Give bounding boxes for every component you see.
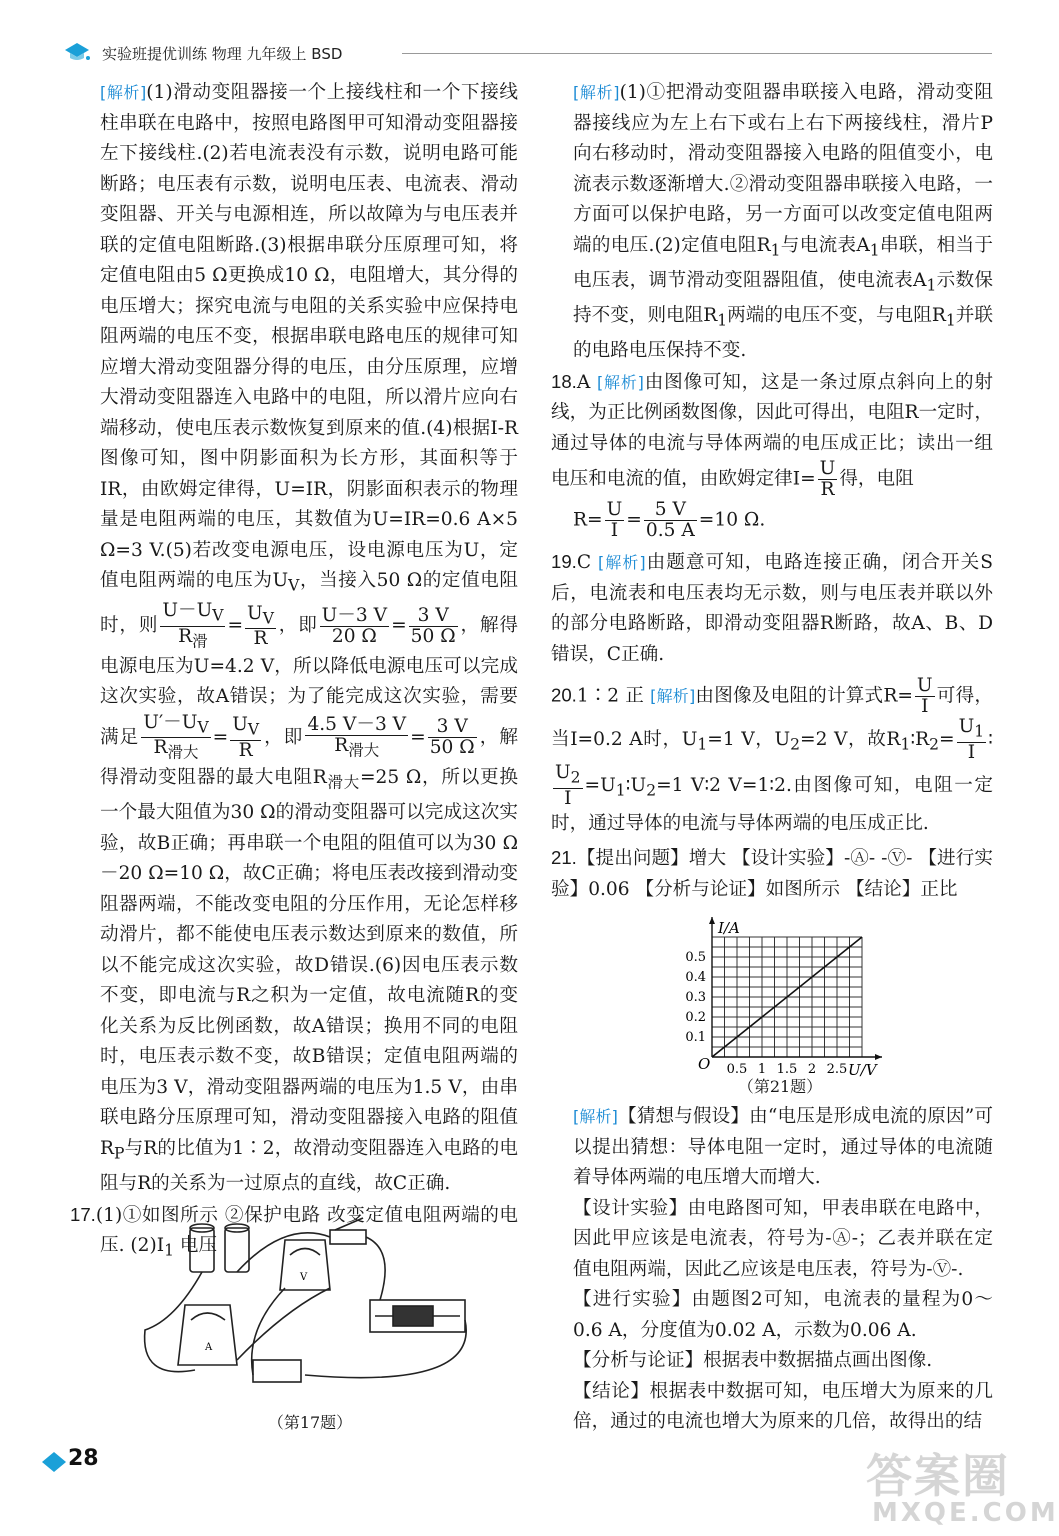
fraction: $\frac{U_V}{R}$	[247, 602, 274, 650]
book-title: 实验班提优训练 物理 九年级上 BSD	[102, 45, 343, 63]
fraction: $\frac{U}{R}$	[819, 458, 836, 501]
figure-21-caption: （第21题）	[737, 1077, 823, 1096]
q18-formula: R= $\frac{U}{I}$ = $\frac{5 V}{0.5 A}$ =10 Ω.	[573, 499, 766, 542]
fraction: $\frac{U_2}{I}$	[555, 761, 581, 809]
y-tick-label: 0.1	[685, 1030, 706, 1045]
explanation-tag: [解析]	[573, 83, 620, 102]
voltmeter-symbol: -Ⓥ-	[926, 1258, 958, 1280]
q21-exp-design: 【设计实验】由电路图可知，甲表串联在电路中，因此甲应该是电流表，符号为-Ⓐ-；乙表并联在定值电阻两端，因此乙应该是电压表，符号为-Ⓥ-.	[573, 1197, 993, 1280]
book-logo-icon	[62, 40, 92, 62]
q21-exp-hypothesis: [解析]【猜想与假设】由“电压是形成电流的原因”可以提出猜想：导体电阻一定时，通过导体的电流随着导体两端的电压增大而增大.	[573, 1106, 993, 1188]
y-tick-label: 0.4	[685, 970, 706, 985]
page-badge-icon	[40, 1448, 70, 1478]
q21-answer: 21.【提出问题】增大 【设计实验】-Ⓐ- -Ⓥ- 【进行实验】0.06 【分析与论证】如图所示 【结论】正比	[551, 847, 993, 900]
x-tick-label: 1.5	[776, 1062, 798, 1077]
page-header	[62, 40, 1002, 66]
question-number: 17.	[70, 1203, 96, 1225]
x-tick-label: 1	[757, 1062, 767, 1077]
y-tick-label: 0.3	[685, 990, 706, 1005]
y-axis-label: I/A	[718, 919, 740, 937]
x-axis-label: U/V	[848, 1061, 877, 1079]
explanation-tag: [解析]	[100, 83, 147, 102]
fraction: $\frac{4.5 V-3 V}{R_{滑大}}$	[307, 714, 407, 760]
y-tick-label: 0.2	[685, 1010, 706, 1025]
question-number: 21.	[551, 847, 577, 869]
y-tick-label: 0.5	[685, 950, 706, 965]
q19-answer: 19.C [解析]由题意可知，电路连接正确，闭合开关S后，电流表和电压表均无示数，则与电压表并联以外的部分电路断路，即滑动变阻器R断路，故A、B、D错误，C正确.	[551, 551, 993, 665]
fraction: $\frac{U_1}{I}$	[958, 716, 985, 763]
q16-explanation: [解析](1)滑动变阻器接一个上接线柱和一个下接线柱串联在电路中，按照电路图甲可知滑动变阻器接左下接线柱.(2)若电流表没有示数，说明电路可能断路；电压表有示数，说明电压表、电流表、滑动变阻器、开关与电源相连，所以故障为与电压表并联的定值电阻断路.(3)根据串联分压原理可知，将定值电阻由5 Ω更换成10 Ω，电阻增大，其分得的电压增大；探究电流与电阻的关系实验中应保持电阻两端的电压不变，根据串联电路电压的规律可知应增大滑动变阻器分得的电压，由分压原理，应增大滑动变阻器连入电路中的电阻，所以滑片应向右端移动，使电压表示数恢复到原来的值.(4)根据I-R图像可知，图中阴影面积为长方形，其面积等于IR，由欧姆定律得，U=IR，阴影面积表示的物理量是电阻两端的电压，其数值为U=IR=0.6 A×5 Ω=3 V.(5)若改变电源电压，设电源电压为U，定值电阻两端的电压为$U_V$，当接入50 Ω的定值电阻时，则 $\frac{U-U_V}{R_滑}$ = $\frac{U_V}{R}$ ，即 $\frac{U-3 V}{20 \Omega}$ = $\frac{3 V}{50 \Omega}$ ，解得电源电压为U=4.2 V，所以降低电源电压可以完成这次实验，故A错误；为了能完成这次实验，需要满足 $\frac{U'-U_V}{R_{滑大}}$ = $\frac{U_V}{R}$ ，即 $\frac{4.5 V-3 V}{R_{滑大}}$ = $\frac{3 V}{50 \Omega}$ ，解得滑动变阻器的最大电阻$R_{滑大}=25$ Ω，所以更换一个最大阻值为30 Ω的滑动变阻器可以完成这次实验，故B正确；再串联一个电阻的阻值可以为30 Ω－20 Ω=10 Ω，故C正确；将电压表改接到滑动变阻器两端，不能改变电阻的分压作用，无论怎样移动滑片，都不能使电压表示数达到原来的数值，所以不能完成这次实验，故D错误.(6)因电压表示数不变，即电流与R之积为一定值，故电流随R的变化关系为反比例函数，故A错误；换用不同的电阻时，电压表示数不变，故B错误；定值电阻两端的电压为3 V，滑动变阻器两端的电压为1.5 V，由串联电路分压原理可知，滑动变阻器接入电路的阻值$R_P$与R的比值为1∶2，故滑动变阻器连入电路的电阻与R的关系为一过原点的直线，故C正确.	[100, 82, 518, 1195]
x-tick-label: 2.5	[826, 1062, 848, 1077]
voltmeter-symbol: -Ⓥ-	[881, 848, 913, 870]
fraction: $\frac{U}{I}$	[916, 675, 933, 718]
q18-answer: 18.A [解析]由图像可知，这是一条过原点斜向上的射线，为正比例函数图像，因此可得出，电阻R一定时，通过导体的电流与导体两端的电压成正比；读出一组电压和电流的值，由欧姆定律I= $\frac{U}{R}$ 得，电阻	[551, 370, 993, 501]
circuit-figure-17	[135, 1210, 495, 1415]
voltmeter-label: V	[300, 1272, 308, 1283]
fraction: $\frac{U}{I}$	[606, 499, 623, 542]
explanation-tag: [解析]	[650, 686, 696, 706]
explanation-tag: [解析]	[597, 372, 644, 392]
question-number: 19.	[551, 551, 577, 573]
ammeter-icon	[178, 1305, 237, 1365]
x-tick-label: 2	[807, 1062, 817, 1077]
header-rule	[402, 53, 992, 54]
fraction: $\frac{3 V}{50 \Omega}$	[429, 716, 475, 759]
resistor-icon	[253, 1360, 301, 1382]
fraction: $\frac{U'-U_V}{R_{滑大}}$	[143, 711, 209, 763]
page-number: 28	[40, 1444, 106, 1478]
ammeter-symbol: -Ⓐ-	[825, 1228, 858, 1249]
fraction: $\frac{U-3 V}{20 \Omega}$	[321, 604, 388, 647]
q17-explanation: [解析](1)①把滑动变阻器串联接入电路，滑动变阻器接线应为左上右下或右上右下两接线柱，滑片P向右移动时，滑动变阻器接入电路的阻值变小，电流表示数逐渐增大.②滑动变阻器串联接入电路，一方面可以保护电路，另一方面可以改变定值电阻两端的电压.(2)定值电阻$R_1$与电流表$A_1$串联，相当于电压表，调节滑动变阻器阻值，使电流表$A_1$示数保持不变，则电阻$R_1$两端的电压不变，与电阻$R_1$并联的电路电压保持不变.	[573, 82, 993, 362]
y-axis-arrow	[709, 917, 715, 924]
q21-exp-conclusion: 【结论】根据表中数据可知，电压增大为原来的几倍，通过的电流也增大为原来的几倍，故得出的结	[573, 1380, 993, 1432]
fraction: $\frac{3 V}{50 \Omega}$	[410, 604, 456, 647]
x-tick-label: 0.5	[726, 1062, 748, 1077]
iu-graph-21	[670, 915, 900, 1095]
q21-exp-experiment: 【进行实验】由题图2可知，电流表的量程为0～0.6 A，分度值为0.02 A，示数为0.06 A.	[573, 1289, 993, 1341]
right-column	[551, 78, 994, 905]
explanation-tag: [解析]	[598, 553, 646, 573]
q20-answer: 20.1∶2 正 [解析]由图像及电阻的计算式R= $\frac{U}{I}$ 可得，当I=0.2 A时，$U_1=1$ V，$U_2=2$ V，故$R_1∶R_2=$ $\frac{U_1}{I}$ ∶ $\frac{U_2}{I}$ $=U_1∶U_2=1$ V∶2 V=1∶2.由图像可知，电阻一定时，通过导体的电流与导体两端的电压成正比.	[551, 675, 994, 834]
switch-icon	[330, 1230, 366, 1244]
fraction: $\frac{U_V}{R}$	[232, 714, 260, 761]
right-column-bottom	[573, 1102, 993, 1438]
question-number: 18.	[551, 370, 577, 392]
explanation-tag: [解析]	[573, 1107, 618, 1126]
battery-icon	[225, 1228, 249, 1272]
ammeter-label: A	[205, 1342, 213, 1353]
q17-answer: 17.(1)①如图所示 ②保护电路 改变定值电阻两端的电压. $(2)I_1$ 电压	[70, 1203, 518, 1260]
ammeter-symbol: -Ⓐ-	[843, 848, 876, 870]
left-column	[70, 78, 518, 1266]
battery-icon	[190, 1228, 214, 1272]
x-axis-arrow	[875, 1054, 882, 1060]
watermark: 答案圈 MXQE.COM	[866, 1449, 1059, 1528]
fraction: $\frac{5 V}{0.5 A}$	[645, 499, 695, 542]
q21-exp-analysis: 【分析与论证】根据表中数据描点画出图像.	[573, 1350, 933, 1371]
origin-label: O	[698, 1055, 711, 1073]
figure-17-caption: （第17题）	[267, 1413, 353, 1432]
question-number: 20.	[551, 684, 577, 706]
fraction: $\frac{U-U_V}{R_滑}$	[162, 600, 224, 651]
